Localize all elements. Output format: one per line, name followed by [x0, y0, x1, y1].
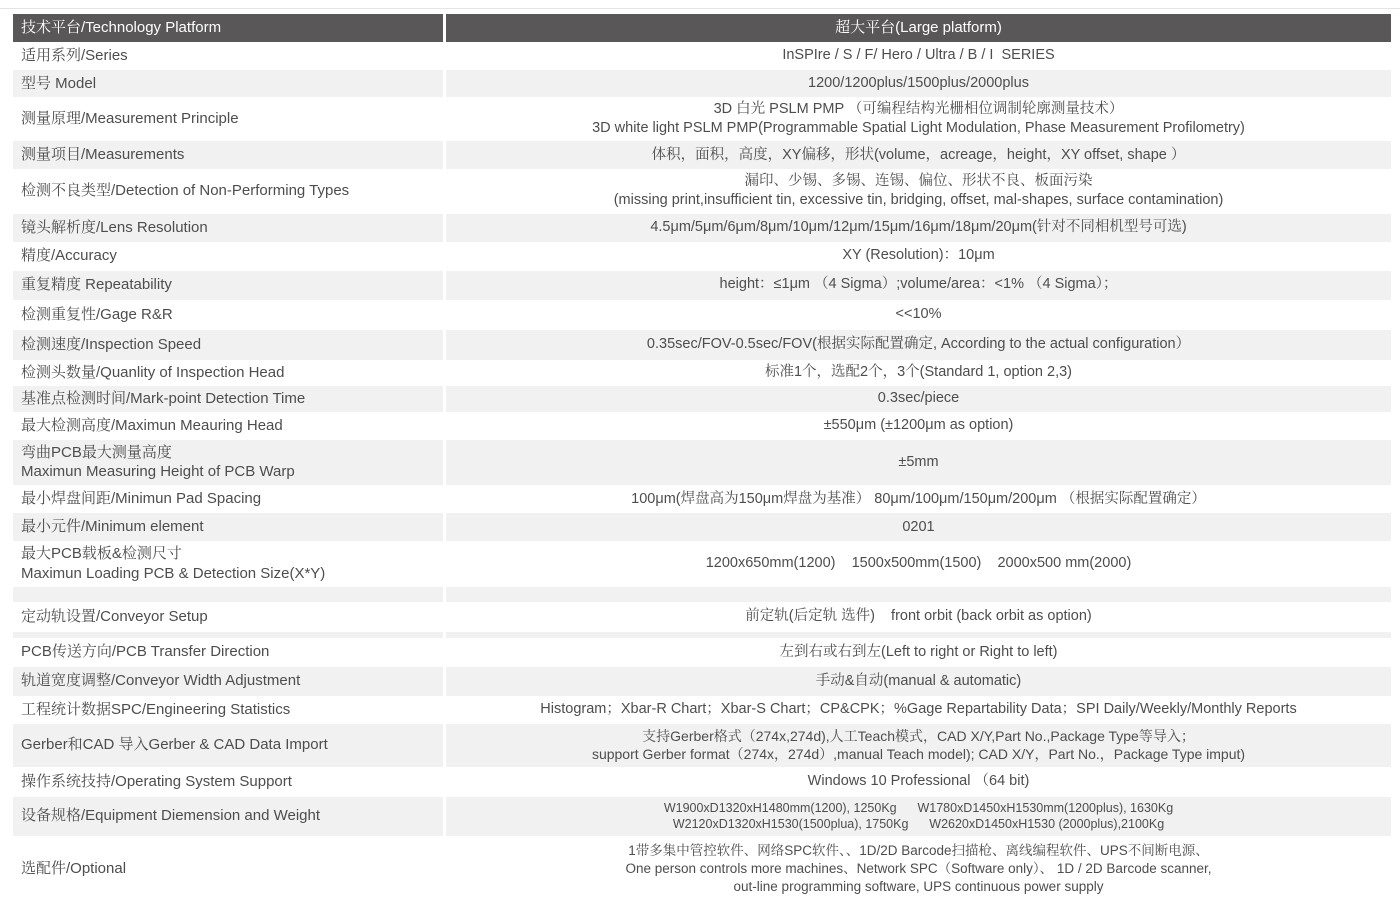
row-value-cell: [446, 724, 1391, 767]
row-label: 检测速度/Inspection Speed: [21, 335, 202, 353]
table-row: [13, 300, 1391, 330]
row-value: 0.3sec/piece: [877, 389, 960, 406]
row-label: Maximun Loading PCB & Detection Size(X*Y): [21, 564, 326, 582]
table-row: [13, 767, 1391, 797]
row-value-cell: [446, 169, 1391, 213]
row-value-cell: [446, 587, 1391, 602]
row-label: 最小元件/Minimum element: [21, 518, 204, 536]
row-label: 镜头解析度/Lens Resolution: [21, 218, 208, 236]
table-row: [13, 724, 1391, 767]
table-row: [13, 797, 1391, 836]
row-label: 检测头数量/Quanlity of Inspection Head: [21, 363, 285, 381]
row-label-cell: [13, 724, 443, 767]
row-label-cell: [13, 602, 443, 632]
row-value-cell: [446, 271, 1391, 300]
table-row: [13, 638, 1391, 667]
row-value-cell: [446, 242, 1391, 271]
row-label-cell: [13, 513, 443, 541]
row-value-cell: [446, 214, 1391, 242]
row-value: height：≤1μm （4 Sigma）;volume/area：<1% （4 Sigma）；: [719, 276, 1118, 293]
row-label-cell: [13, 440, 443, 486]
table-row: [13, 242, 1391, 271]
row-label-cell: [13, 360, 443, 386]
row-label: 基准点检测时间/Mark-point Detection Time: [21, 389, 306, 407]
row-label: Maximun Measuring Height of PCB Warp: [21, 463, 295, 481]
table-body: [13, 42, 1391, 899]
row-value: 前定轨(后定轨 选件) front orbit (back orbit as option): [745, 608, 1092, 625]
row-label: 设备规格/Equipment Diemension and Weight: [21, 807, 321, 825]
row-value-cell: [446, 440, 1391, 486]
row-value-cell: [446, 667, 1391, 696]
table-row: [13, 541, 1391, 587]
row-value: support Gerber format（274x，274d）,manual Teach model); CAD X/Y，Part No.，Package Type imput): [591, 746, 1246, 763]
table-row: [13, 485, 1391, 513]
row-label: 最大PCB载板&检测尺寸: [21, 545, 182, 563]
row-label: 适用系列/Series: [21, 47, 128, 65]
row-label: 检测重复性/Gage R&R: [21, 305, 173, 323]
top-divider: [0, 8, 1400, 9]
header-left-label: 技术平台/Technology Platform: [21, 19, 222, 37]
table-row: [13, 97, 1391, 141]
spacer-row: [13, 587, 1391, 602]
row-label-cell: [13, 330, 443, 360]
row-value-cell: [446, 836, 1391, 899]
row-label: 操作系统技持/Operating System Support: [21, 772, 292, 790]
table-row: [13, 330, 1391, 360]
row-value-cell: [446, 767, 1391, 797]
row-label: 轨道宽度调整/Conveyor Width Adjustment: [21, 672, 301, 690]
row-label: 型号 Model: [21, 74, 97, 92]
row-label-cell: [13, 485, 443, 513]
row-value: W1900xD1320xH1480mm(1200), 1250Kg W1780xD1450xH1530mm(1200plus), 1630Kg: [663, 800, 1174, 815]
row-label-cell: [13, 638, 443, 667]
table-row: [13, 70, 1391, 97]
row-value-cell: [446, 412, 1391, 440]
row-label: 精度/Accuracy: [21, 247, 117, 265]
table-header-right: [446, 14, 1391, 42]
row-label: 测量原理/Measurement Principle: [21, 110, 239, 128]
table-row: [13, 214, 1391, 242]
row-label-cell: [13, 97, 443, 141]
row-value: 漏印、少锡、多锡、连锡、偏位、形状不良、板面污染: [744, 173, 1093, 190]
row-label: 测量项目/Measurements: [21, 146, 185, 164]
spec-table: [13, 14, 1391, 899]
row-value-cell: [446, 330, 1391, 360]
row-label: 弯曲PCB最大测量高度: [21, 443, 172, 461]
row-value-cell: [446, 141, 1391, 169]
row-label-cell: [13, 42, 443, 70]
row-value: 3D white light PSLM PMP(Programmable Spatial Light Modulation, Phase Measurement Profilometry): [592, 120, 1245, 137]
row-value-cell: [446, 485, 1391, 513]
row-value: <<10%: [895, 305, 942, 322]
row-label: PCB传送方向/PCB Transfer Direction: [21, 643, 270, 661]
row-value-cell: [446, 513, 1391, 541]
table-row: [13, 836, 1391, 899]
row-value: 0201: [902, 518, 935, 535]
row-value: 4.5μm/5μm/6μm/8μm/10μm/12μm/15μm/16μm/18μm/20μm(针对不同相机型号可选): [650, 218, 1187, 235]
row-label-cell: [13, 386, 443, 412]
table-row: [13, 440, 1391, 486]
row-value-cell: [446, 797, 1391, 836]
row-value: 手动&自动(manual & automatic): [815, 672, 1022, 689]
row-value: 0.35sec/FOV-0.5sec/FOV(根据实际配置确定, According to the actual configuration）: [646, 335, 1191, 352]
row-label-cell: [13, 412, 443, 440]
row-label-cell: [13, 242, 443, 271]
row-value-cell: [446, 602, 1391, 632]
row-label-cell: [13, 141, 443, 169]
table-row: [13, 42, 1391, 70]
row-value-cell: [446, 300, 1391, 330]
row-value-cell: [446, 70, 1391, 97]
row-value: 左到右或右到左(Left to right or Right to left): [779, 643, 1058, 660]
row-value: ±550μm (±1200μm as option): [823, 416, 1014, 433]
header-right-label: 超大平台(Large platform): [835, 19, 1002, 37]
row-value-cell: [446, 97, 1391, 141]
row-value: 体积，面积，高度，XY偏移，形状(volume，acreage，height，XY offset, shape ）: [651, 146, 1186, 163]
row-label-cell: [13, 214, 443, 242]
row-value: Histogram；Xbar-R Chart；Xbar-S Chart；CP&CPK；%Gage Repartability Data；SPI Daily/Weekly/Monthly Reports: [540, 701, 1297, 718]
row-value-cell: [446, 696, 1391, 724]
row-value-cell: [446, 638, 1391, 667]
row-value: 1200/1200plus/1500plus/2000plus: [808, 74, 1029, 91]
row-value: 3D 白光 PSLM PMP （可编程结构光栅相位调制轮廓测量技术）: [713, 101, 1124, 117]
row-label-cell: [13, 696, 443, 724]
row-label-cell: [13, 767, 443, 797]
row-label-cell: [13, 797, 443, 836]
row-value: One person controls more machines、Network SPC（Software only）、 1D / 2D Barcode scanner,: [625, 860, 1212, 876]
row-label: 工程统计数据SPC/Engineering Statistics: [21, 700, 291, 718]
table-row: [13, 169, 1391, 213]
table-row: [13, 360, 1391, 386]
row-value: 100μm(焊盘高为150μm焊盘为基准） 80μm/100μm/150μm/200μm （根据实际配置确定）: [631, 490, 1206, 507]
row-value: ±5mm: [898, 453, 939, 470]
row-label: 最大检测高度/Maximun Meauring Head: [21, 416, 283, 434]
row-value: 支持Gerber格式（274x,274d),人工Teach模式，CAD X/Y,Part No.,Package Type等导入；: [642, 727, 1195, 744]
row-value: 1带多集中管控软件、网络SPC软件、、1D/2D Barcode扫描枪、离线编程软件、UPS不间断电源、: [628, 842, 1209, 858]
row-label: 定动轨设置/Conveyor Setup: [21, 607, 208, 625]
row-value-cell: [446, 386, 1391, 412]
table-row: [13, 386, 1391, 412]
row-label-cell: [13, 300, 443, 330]
row-label-cell: [13, 667, 443, 696]
row-label: 最小焊盘间距/Minimun Pad Spacing: [21, 490, 262, 508]
table-header-left: [13, 14, 443, 42]
table-row: [13, 412, 1391, 440]
table-row: [13, 667, 1391, 696]
table-row: [13, 141, 1391, 169]
row-value: InSPIre / S / F/ Hero / Ultra / B / I SERIES: [782, 47, 1055, 64]
row-value: 标准1个，选配2个，3个(Standard 1, option 2,3): [764, 363, 1073, 380]
table-row: [13, 602, 1391, 632]
row-value: Windows 10 Professional （64 bit): [807, 773, 1030, 790]
row-value: W2120xD1320xH1530(1500plua), 1750Kg W2620xD1450xH1530 (2000plus),2100Kg: [672, 817, 1165, 832]
row-label-cell: [13, 587, 443, 602]
table-row: [13, 271, 1391, 300]
row-label: Gerber和CAD 导入Gerber & CAD Data Import: [21, 736, 328, 754]
row-label-cell: [13, 70, 443, 97]
row-label-cell: [13, 836, 443, 899]
row-value: (missing print,insufficient tin, excessive tin, bridging, offset, mal-shapes, surface contamination): [613, 192, 1224, 209]
table-header-row: [13, 14, 1391, 42]
row-label-cell: [13, 169, 443, 213]
row-value-cell: [446, 42, 1391, 70]
row-value-cell: [446, 541, 1391, 587]
row-value: out-line programming software, UPS continuous power supply: [733, 878, 1104, 894]
table-row: [13, 696, 1391, 724]
row-value-cell: [446, 360, 1391, 386]
row-label-cell: [13, 271, 443, 300]
row-label-cell: [13, 541, 443, 587]
row-label: 检测不良类型/Detection of Non-Performing Types: [21, 182, 350, 200]
table-row: [13, 513, 1391, 541]
row-label: 选配件/Optional: [21, 859, 127, 877]
row-label: 重复精度 Repeatability: [21, 276, 172, 294]
row-value: XY (Resolution)：10μm: [842, 247, 995, 264]
row-value: 1200x650mm(1200) 1500x500mm(1500) 2000x500 mm(2000): [705, 555, 1132, 572]
